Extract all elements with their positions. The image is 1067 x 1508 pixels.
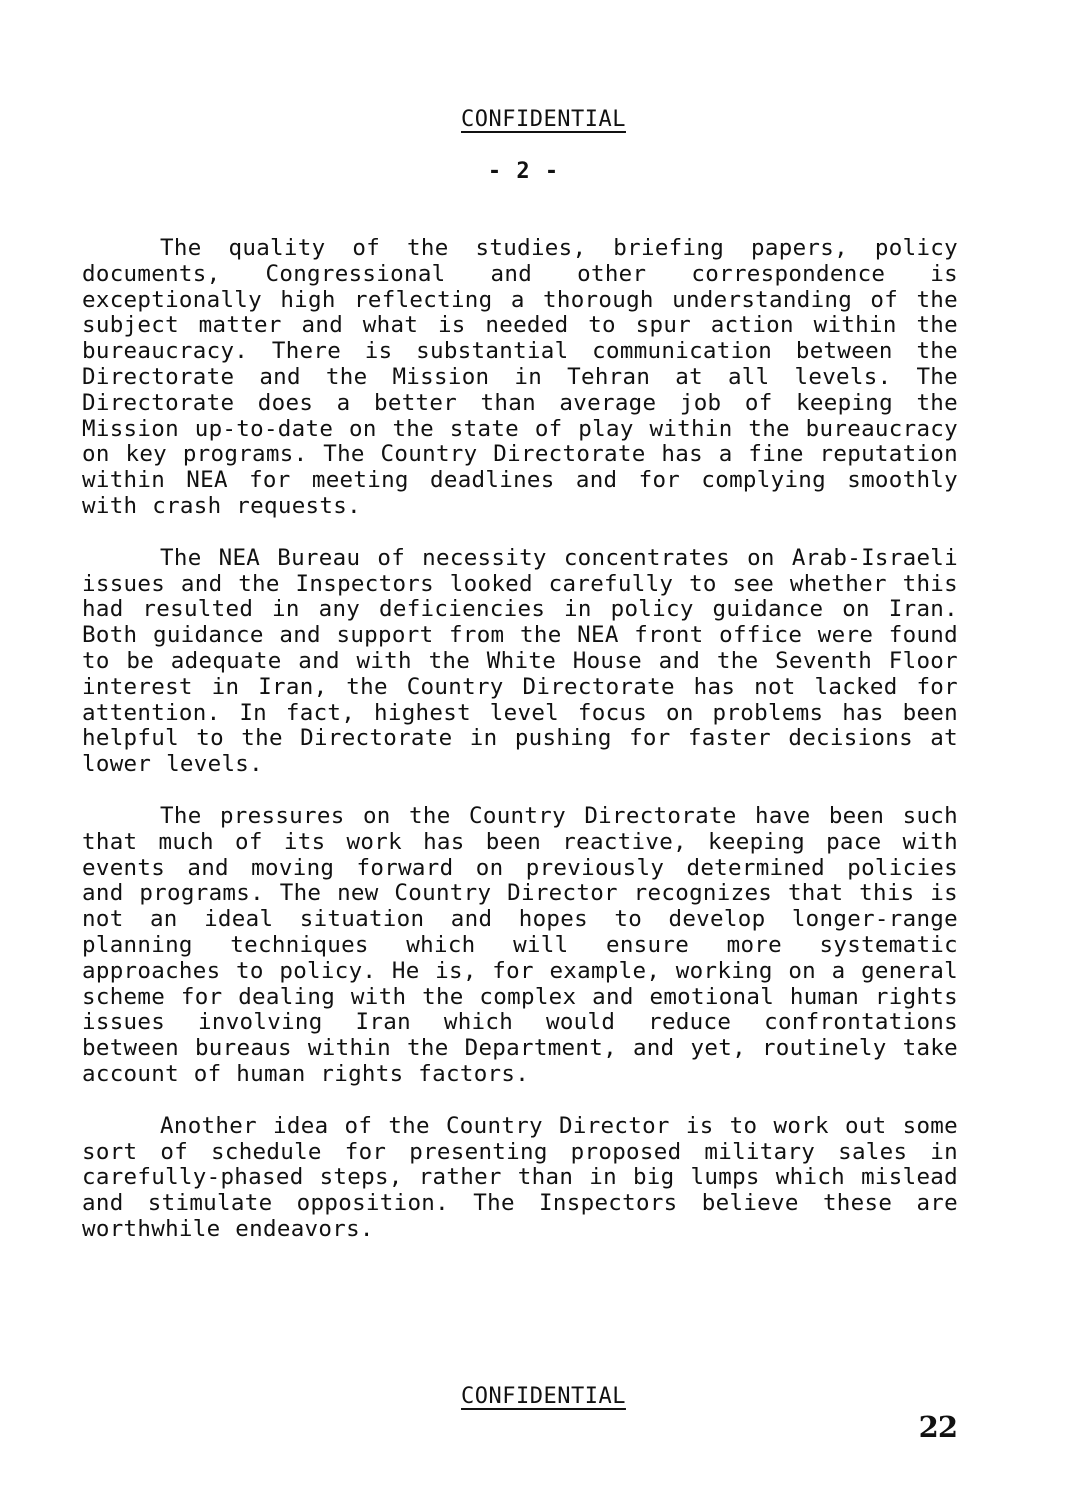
classification-footer	[0, 1384, 1067, 1409]
folio-page-number: 22	[918, 1410, 957, 1444]
page-number-marker: - 2 -	[487, 159, 560, 184]
classification-footer-text: CONFIDENTIAL	[461, 1384, 626, 1409]
paragraph-pressures: The pressures on the Country Directorate have been such that much of its work has been reactive, keeping pace with events and moving forward on previously determined policies and programs. The new Country Director recognizes that this is not an ideal situation and hopes to develop longer-range planning techniques which will ensure more systematic approaches to policy. He is, for example, working on a general scheme for dealing with the complex and emotional human rights issues involving Iran which would reduce confrontations between bureaus within the Department, and yet, routinely take account of human rights factors.	[82, 802, 958, 1087]
classification-header	[0, 107, 1067, 132]
classification-header-text: CONFIDENTIAL	[461, 107, 626, 132]
paragraph-quality-of-work: The quality of the studies, briefing papers, policy documents, Congressional and other correspondence is exceptionally high reflecting a thorough understanding of the subject matter and what is needed to spur action within the bureaucracy. There is substantial communication between the Directorate and the Mission in Tehran at all levels. The Directorate does a better than average job of keeping the Mission up-to-date on the state of play within the bureaucracy on key programs. The Country Directorate has a fine reputation within NEA for meeting deadlines and for complying smoothly with crash requests.	[82, 235, 958, 519]
document-body	[82, 236, 958, 1269]
paragraph-nea-bureau: The NEA Bureau of necessity concentrates on Arab-Israeli issues and the Inspectors looked carefully to see whether this had resulted in any deficiencies in policy guidance on Iran. Both guidance and support from the NEA front office were found to be adequate and with the White House and the Seventh Floor interest in Iran, the Country Directorate has not lacked for attention. In fact, highest level focus on problems has been helpful to the Directorate in pushing for faster decisions at lower levels.	[82, 544, 958, 778]
paragraph-military-sales: Another idea of the Country Director is to work out some sort of schedule for presenting proposed military sales in carefully-phased steps, rather than in big lumps which mislead and stimulate opposition. The Inspectors believe these are worthwhile endeavors.	[82, 1112, 958, 1242]
